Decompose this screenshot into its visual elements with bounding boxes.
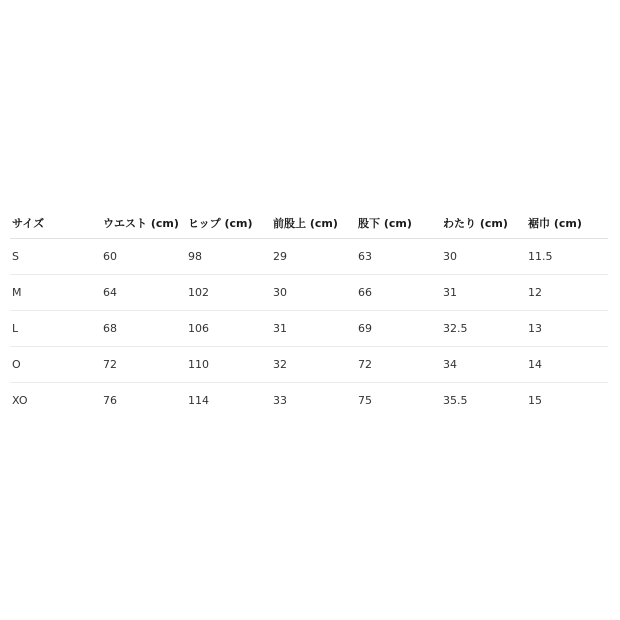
cell-waist: 68 xyxy=(101,311,186,347)
cell-thigh: 35.5 xyxy=(443,394,468,407)
table-header-row xyxy=(10,208,608,239)
cell-thigh: 30 xyxy=(441,239,526,275)
header-thigh: わたり (cm) xyxy=(441,208,526,239)
cell-size: XO xyxy=(12,394,28,407)
header-hem-width: 裾巾 (cm) xyxy=(526,208,608,239)
cell-front-rise: 30 xyxy=(271,275,356,311)
size-chart-table xyxy=(10,208,608,418)
cell-size: O xyxy=(10,347,101,383)
cell-size: L xyxy=(10,311,101,347)
cell-hem-width: 13 xyxy=(526,311,608,347)
cell-front-rise: 31 xyxy=(271,311,356,347)
cell-inseam: 69 xyxy=(356,311,441,347)
cell-thigh: 31 xyxy=(441,275,526,311)
cell-hem-width: 15 xyxy=(528,394,542,407)
cell-inseam: 63 xyxy=(356,239,441,275)
cell-size: M xyxy=(10,275,101,311)
header-front-rise: 前股上 (cm) xyxy=(271,208,356,239)
cell-size: S xyxy=(10,239,101,275)
cell-inseam: 72 xyxy=(356,347,441,383)
header-waist: ウエスト (cm) xyxy=(101,208,186,239)
cell-inseam: 66 xyxy=(356,275,441,311)
table-row xyxy=(10,311,608,347)
header-inseam: 股下 (cm) xyxy=(356,208,441,239)
cell-waist: 72 xyxy=(101,347,186,383)
cell-hip: 114 xyxy=(188,394,209,407)
table-row xyxy=(10,347,608,383)
cell-inseam: 75 xyxy=(358,394,372,407)
cell-hem-width: 11.5 xyxy=(526,239,608,275)
table-row xyxy=(10,239,608,275)
cell-waist: 60 xyxy=(101,239,186,275)
cell-hip: 102 xyxy=(186,275,271,311)
table-row xyxy=(10,275,608,311)
cell-hip: 106 xyxy=(186,311,271,347)
header-hip: ヒップ (cm) xyxy=(186,208,271,239)
cell-hem-width: 12 xyxy=(526,275,608,311)
cell-waist: 64 xyxy=(101,275,186,311)
cell-front-rise: 32 xyxy=(271,347,356,383)
cell-waist: 76 xyxy=(103,394,117,407)
cell-thigh: 34 xyxy=(441,347,526,383)
cell-front-rise: 33 xyxy=(273,394,287,407)
header-size: サイズ xyxy=(10,208,101,239)
cell-hip: 110 xyxy=(186,347,271,383)
cell-front-rise: 29 xyxy=(271,239,356,275)
cell-thigh: 32.5 xyxy=(441,311,526,347)
table-row xyxy=(10,383,608,419)
cell-hip: 98 xyxy=(186,239,271,275)
cell-hem-width: 14 xyxy=(526,347,608,383)
